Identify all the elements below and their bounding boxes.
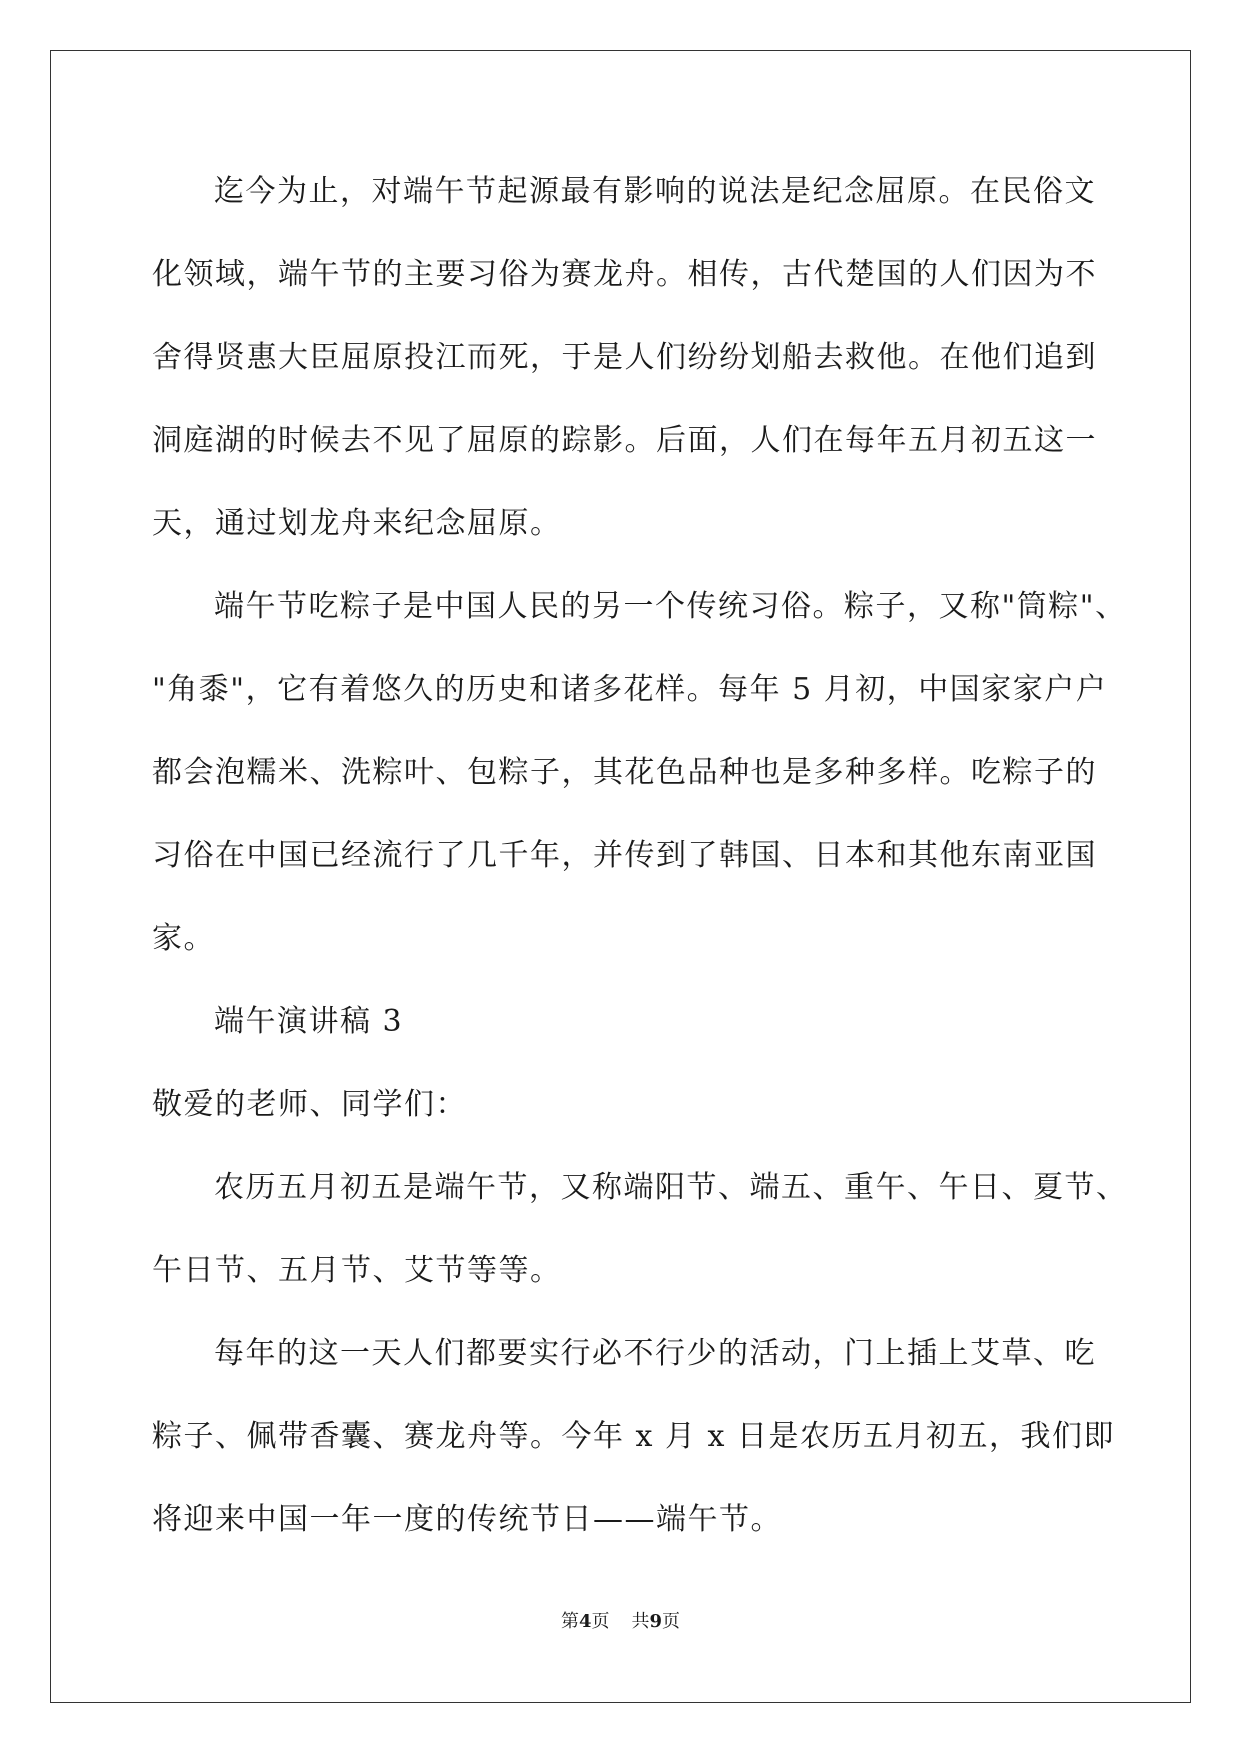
paragraph-2-line-4: 习俗在中国已经流行了几千年，并传到了韩国、日本和其他东南亚国 — [152, 838, 1097, 873]
section-heading: 端午演讲稿 3 — [214, 1004, 404, 1039]
paragraph-1-line-3: 舍得贤惠大臣屈原投江而死，于是人们纷纷划船去救他。在他们追到 — [152, 340, 1097, 375]
salutation: 敬爱的老师、同学们： — [152, 1087, 467, 1122]
paragraph-2-line-5: 家。 — [152, 921, 215, 956]
paragraph-2-line-1: 端午节吃粽子是中国人民的另一个传统习俗。粽子，又称"筒粽"、 — [214, 589, 1127, 624]
total-suffix: 页 — [662, 1611, 681, 1632]
paragraph-3-line-1: 农历五月初五是端午节，又称端阳节、端五、重午、午日、夏节、 — [214, 1170, 1128, 1205]
paragraph-4-line-3: 将迎来中国一年一度的传统节日——端午节。 — [152, 1502, 782, 1537]
paragraph-2-line-3: 都会泡糯米、洗粽叶、包粽子，其花色品种也是多种多样。吃粽子的 — [152, 755, 1097, 790]
total-prefix: 共 — [631, 1611, 650, 1632]
paragraph-4-line-2: 粽子、佩带香囊、赛龙舟等。今年 x 月 x 日是农历五月初五，我们即 — [152, 1419, 1115, 1454]
paragraph-2-line-2: "角黍"，它有着悠久的历史和诸多花样。每年 5 月初，中国家家户户 — [152, 672, 1108, 707]
paragraph-1-line-1: 迄今为止，对端午节起源最有影响的说法是纪念屈原。在民俗文 — [214, 174, 1096, 209]
page-footer — [0, 1610, 1241, 1634]
paragraph-4-line-1: 每年的这一天人们都要实行必不行少的活动，门上插上艾草、吃 — [214, 1336, 1096, 1371]
page-total-number: 9 — [649, 1611, 663, 1632]
paragraph-1-line-5: 天，通过划龙舟来纪念屈原。 — [152, 506, 562, 541]
paragraph-1-line-2: 化领域，端午节的主要习俗为赛龙舟。相传，古代楚国的人们因为不 — [152, 257, 1097, 292]
page-suffix: 页 — [591, 1611, 610, 1632]
paragraph-3-line-2: 午日节、五月节、艾节等等。 — [152, 1253, 562, 1288]
page-current-number: 4 — [578, 1611, 592, 1632]
page-prefix: 第 — [560, 1611, 579, 1632]
paragraph-1-line-4: 洞庭湖的时候去不见了屈原的踪影。后面，人们在每年五月初五这一 — [152, 423, 1097, 458]
